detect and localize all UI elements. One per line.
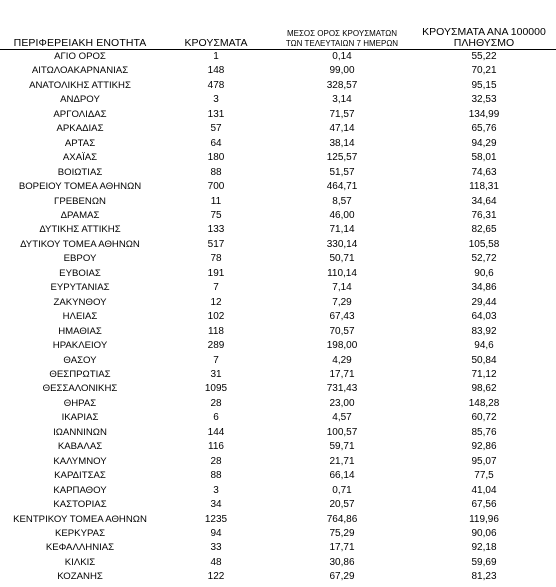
per100k-cell: 94,6 xyxy=(474,340,494,352)
per100k-cell: 98,62 xyxy=(471,383,497,395)
cases-cell: 64 xyxy=(210,137,222,149)
header-cases: ΚΡΟΥΣΜΑΤΑ xyxy=(160,18,272,50)
cases-cell: 28 xyxy=(210,397,222,409)
cases-cell: 31 xyxy=(210,368,222,380)
per100k-cell: 118,31 xyxy=(469,181,499,193)
avg-cell: 38,14 xyxy=(329,137,355,149)
per100k-cell: 119,96 xyxy=(469,513,499,525)
region-cell: ΙΩΑΝΝΙΝΩΝ xyxy=(53,426,107,438)
cases-cell: 700 xyxy=(207,181,225,193)
avg-cell: 7,14 xyxy=(332,282,352,294)
table-row xyxy=(0,64,556,78)
per100k-cell: 60,72 xyxy=(471,412,497,424)
avg-cell: 330,14 xyxy=(326,238,358,250)
cases-cell: 118 xyxy=(208,325,224,337)
cases-cell: 6 xyxy=(213,412,219,424)
table-row xyxy=(0,570,556,584)
table-row xyxy=(0,166,556,180)
cases-cell: 180 xyxy=(207,152,225,164)
header-per100k-line2: ΠΛΗΘΥΣΜΟ xyxy=(453,37,515,49)
table-row xyxy=(0,469,556,483)
avg-cell: 99,00 xyxy=(329,65,355,77)
table-row xyxy=(0,79,556,93)
region-cell: ΚΑΡΔΙΤΣΑΣ xyxy=(54,470,106,482)
cases-cell: 48 xyxy=(210,556,222,568)
region-cell: ΗΛΕΙΑΣ xyxy=(62,311,98,323)
cases-cell: 1235 xyxy=(204,513,228,525)
table-row xyxy=(0,122,556,136)
per100k-cell: 50,84 xyxy=(471,354,497,366)
table-row xyxy=(0,137,556,151)
avg-cell: 731,43 xyxy=(326,383,358,395)
avg-cell: 51,57 xyxy=(329,166,355,178)
per100k-cell: 52,72 xyxy=(471,253,497,265)
per100k-cell: 41,04 xyxy=(471,484,497,496)
table-row xyxy=(0,411,556,425)
table-body xyxy=(0,50,556,585)
avg-cell: 46,00 xyxy=(329,209,355,221)
table-header xyxy=(0,18,556,50)
cases-cell: 75 xyxy=(210,209,222,221)
per100k-cell: 77,5 xyxy=(474,470,494,482)
table-row xyxy=(0,223,556,237)
avg-cell: 8,57 xyxy=(332,195,352,207)
avg-cell: 70,57 xyxy=(329,325,355,337)
per100k-cell: 64,03 xyxy=(471,311,497,323)
cases-cell: 1 xyxy=(213,51,219,62)
table-row xyxy=(0,180,556,194)
per100k-cell: 105,58 xyxy=(468,238,500,250)
per100k-cell: 81,23 xyxy=(471,571,497,583)
per100k-cell: 34,86 xyxy=(471,282,497,294)
region-cell: ΘΕΣΠΡΩΤΙΑΣ xyxy=(49,368,111,380)
cases-cell: 34 xyxy=(210,499,222,511)
region-cell: ΑΧΑΪΑΣ xyxy=(62,152,98,164)
cases-cell: 57 xyxy=(210,123,222,135)
region-cell: ΚΙΛΚΙΣ xyxy=(64,556,96,568)
per100k-cell: 65,76 xyxy=(471,123,497,135)
table-row xyxy=(0,252,556,266)
table-row xyxy=(0,397,556,411)
table-row xyxy=(0,108,556,122)
avg-cell: 66,14 xyxy=(329,470,355,482)
avg-cell: 764,86 xyxy=(326,513,358,525)
per100k-cell: 82,65 xyxy=(471,224,497,236)
cases-cell: 11 xyxy=(210,195,222,207)
table-row xyxy=(0,238,556,252)
table-row xyxy=(0,556,556,570)
region-cell: ΒΟΡΕΙΟΥ ΤΟΜΕΑ ΑΘΗΝΩΝ xyxy=(18,181,142,193)
table-row xyxy=(0,354,556,368)
region-cell: ΚΑΣΤΟΡΙΑΣ xyxy=(53,499,107,511)
table-row xyxy=(0,50,556,65)
per100k-cell: 59,69 xyxy=(471,556,497,568)
region-cell: ΑΡΓΟΛΙΔΑΣ xyxy=(53,108,107,120)
header-avg-line1: ΜΕΣΟΣ ΟΡΟΣ ΚΡΟΥΣΜΑΤΩΝ xyxy=(286,29,398,38)
avg-cell: 75,29 xyxy=(329,527,355,539)
region-cell: ΘΑΣΟΥ xyxy=(63,354,97,366)
cases-cell: 3 xyxy=(213,94,219,106)
avg-cell: 67,29 xyxy=(329,571,355,583)
table-row xyxy=(0,325,556,339)
table-row xyxy=(0,513,556,527)
header-per100k-line1: ΚΡΟΥΣΜΑΤΑ ΑΝΑ 100000 xyxy=(422,26,546,38)
region-cell: ΔΥΤΙΚΟΥ ΤΟΜΕΑ ΑΘΗΝΩΝ xyxy=(20,238,140,250)
region-cell: ΑΓΙΟ ΟΡΟΣ xyxy=(54,51,106,62)
avg-cell: 464,71 xyxy=(326,181,358,193)
table-row xyxy=(0,541,556,555)
cases-cell: 1095 xyxy=(204,383,228,395)
table-row xyxy=(0,498,556,512)
avg-cell: 59,71 xyxy=(329,441,355,453)
per100k-cell: 85,76 xyxy=(471,426,497,438)
table-row xyxy=(0,209,556,223)
avg-cell: 17,71 xyxy=(329,542,355,554)
region-cell: ΕΥΒΟΙΑΣ xyxy=(59,267,101,279)
per100k-cell: 55,22 xyxy=(471,51,497,62)
avg-cell: 198,00 xyxy=(326,340,358,352)
avg-cell: 0,14 xyxy=(332,51,352,62)
region-cell: ΔΥΤΙΚΗΣ ΑΤΤΙΚΗΣ xyxy=(39,224,121,236)
avg-cell: 47,14 xyxy=(329,123,355,135)
avg-cell: 0,71 xyxy=(332,484,352,496)
avg-cell: 7,29 xyxy=(332,296,352,308)
table-row xyxy=(0,195,556,209)
region-cell: ΔΡΑΜΑΣ xyxy=(60,209,100,221)
cases-cell: 94 xyxy=(210,527,222,539)
per100k-cell: 148,28 xyxy=(468,397,500,409)
cases-cell: 88 xyxy=(210,470,222,482)
per100k-cell: 71,12 xyxy=(471,368,497,380)
per100k-cell: 70,21 xyxy=(471,65,497,77)
avg-cell: 50,71 xyxy=(329,253,355,265)
per100k-cell: 32,53 xyxy=(471,94,497,106)
cases-cell: 78 xyxy=(210,253,222,265)
per100k-cell: 95,15 xyxy=(471,79,497,91)
avg-cell: 21,71 xyxy=(329,455,355,467)
avg-cell: 30,86 xyxy=(329,556,355,568)
table-row xyxy=(0,339,556,353)
cases-cell: 289 xyxy=(207,340,225,352)
table-row xyxy=(0,281,556,295)
cases-cell: 148 xyxy=(207,65,225,77)
table-row xyxy=(0,426,556,440)
region-cell: ΒΟΙΩΤΙΑΣ xyxy=(57,166,103,178)
per100k-cell: 134,99 xyxy=(468,108,500,120)
cases-cell: 517 xyxy=(207,238,225,250)
per100k-cell: 92,86 xyxy=(471,441,497,453)
avg-cell: 67,43 xyxy=(329,311,355,323)
avg-cell: 3,14 xyxy=(332,94,352,106)
region-cell: ΕΒΡΟΥ xyxy=(63,253,97,265)
avg-cell: 17,71 xyxy=(329,368,355,380)
per100k-cell: 94,29 xyxy=(471,137,497,149)
cases-cell: 7 xyxy=(213,282,219,294)
region-cell: ΖΑΚΥΝΘΟΥ xyxy=(53,296,107,308)
avg-cell: 328,57 xyxy=(326,79,358,91)
per100k-cell: 58,01 xyxy=(471,152,497,164)
cases-cell: 88 xyxy=(210,166,222,178)
cases-cell: 7 xyxy=(213,354,219,366)
region-cell: ΑΡΤΑΣ xyxy=(64,137,96,149)
cases-cell: 28 xyxy=(210,455,222,467)
region-cell: ΓΡΕΒΕΝΩΝ xyxy=(54,195,106,207)
table-row xyxy=(0,151,556,165)
cases-cell: 116 xyxy=(208,441,224,453)
per100k-cell: 29,44 xyxy=(471,296,497,308)
region-cell: ΗΜΑΘΙΑΣ xyxy=(58,325,102,337)
avg-cell: 23,00 xyxy=(329,397,355,409)
per100k-cell: 92,18 xyxy=(471,542,497,554)
table-row xyxy=(0,368,556,382)
region-cell: ΑΝΔΡΟΥ xyxy=(60,94,100,106)
table-row xyxy=(0,267,556,281)
header-region: ΠΕΡΙΦΕΡΕΙΑΚΗ ΕΝΟΤΗΤΑ xyxy=(0,18,160,50)
per100k-cell: 34,64 xyxy=(471,195,497,207)
header-avg xyxy=(272,18,412,50)
cases-cell: 131 xyxy=(207,108,225,120)
region-cell: ΑΙΤΩΛΟΑΚΑΡΝΑΝΙΑΣ xyxy=(31,65,129,77)
per100k-cell: 83,92 xyxy=(471,325,497,337)
region-cell: ΚΑΡΠΑΘΟΥ xyxy=(53,484,107,496)
per100k-cell: 90,06 xyxy=(471,527,497,539)
region-cell: ΚΑΒΑΛΑΣ xyxy=(57,441,103,453)
header-per100k xyxy=(412,18,556,50)
table-row xyxy=(0,527,556,541)
avg-cell: 71,57 xyxy=(329,108,355,120)
table-row xyxy=(0,382,556,396)
region-cell: ΚΑΛΥΜΝΟΥ xyxy=(53,455,107,467)
avg-cell: 4,57 xyxy=(332,412,352,424)
region-cell: ΚΕΝΤΡΙΚΟΥ ΤΟΜΕΑ ΑΘΗΝΩΝ xyxy=(13,513,147,525)
cases-table xyxy=(0,18,556,585)
cases-cell: 144 xyxy=(207,426,225,438)
avg-cell: 4,29 xyxy=(332,354,352,366)
cases-cell: 191 xyxy=(207,267,225,279)
per100k-cell: 90,6 xyxy=(474,267,494,279)
cases-cell: 12 xyxy=(210,296,222,308)
avg-cell: 71,14 xyxy=(329,224,355,236)
cases-cell: 122 xyxy=(207,571,225,583)
cases-cell: 102 xyxy=(207,311,225,323)
region-cell: ΑΝΑΤΟΛΙΚΗΣ ΑΤΤΙΚΗΣ xyxy=(29,79,131,91)
cases-cell: 3 xyxy=(213,484,219,496)
region-cell: ΚΕΦΑΛΛΗΝΙΑΣ xyxy=(45,542,115,554)
header-avg-line2: ΤΩΝ ΤΕΛΕΥΤΑΙΩΝ 7 ΗΜΕΡΩΝ xyxy=(285,39,399,48)
region-cell: ΘΗΡΑΣ xyxy=(63,397,97,409)
per100k-cell: 74,63 xyxy=(471,166,497,178)
region-cell: ΚΟΖΑΝΗΣ xyxy=(57,571,103,583)
table-row xyxy=(0,484,556,498)
region-cell: ΙΚΑΡΙΑΣ xyxy=(61,412,99,424)
region-cell: ΗΡΑΚΛΕΙΟΥ xyxy=(52,340,108,352)
cases-cell: 33 xyxy=(210,542,222,554)
per100k-cell: 76,31 xyxy=(471,209,497,221)
region-cell: ΕΥΡΥΤΑΝΙΑΣ xyxy=(50,282,110,294)
region-cell: ΘΕΣΣΑΛΟΝΙΚΗΣ xyxy=(42,383,118,395)
region-cell: ΚΕΡΚΥΡΑΣ xyxy=(54,527,105,539)
avg-cell: 125,57 xyxy=(326,152,358,164)
table-row xyxy=(0,455,556,469)
region-cell: ΑΡΚΑΔΙΑΣ xyxy=(56,123,104,135)
avg-cell: 110,14 xyxy=(327,267,357,279)
header-row xyxy=(0,18,556,50)
cases-cell: 133 xyxy=(207,224,225,236)
per100k-cell: 95,07 xyxy=(471,455,497,467)
table-row xyxy=(0,296,556,310)
cases-cell: 478 xyxy=(207,79,225,91)
table-row xyxy=(0,310,556,324)
per100k-cell: 67,56 xyxy=(471,499,497,511)
avg-cell: 20,57 xyxy=(329,499,355,511)
table-row xyxy=(0,93,556,107)
avg-cell: 100,57 xyxy=(326,426,358,438)
table-row xyxy=(0,440,556,454)
